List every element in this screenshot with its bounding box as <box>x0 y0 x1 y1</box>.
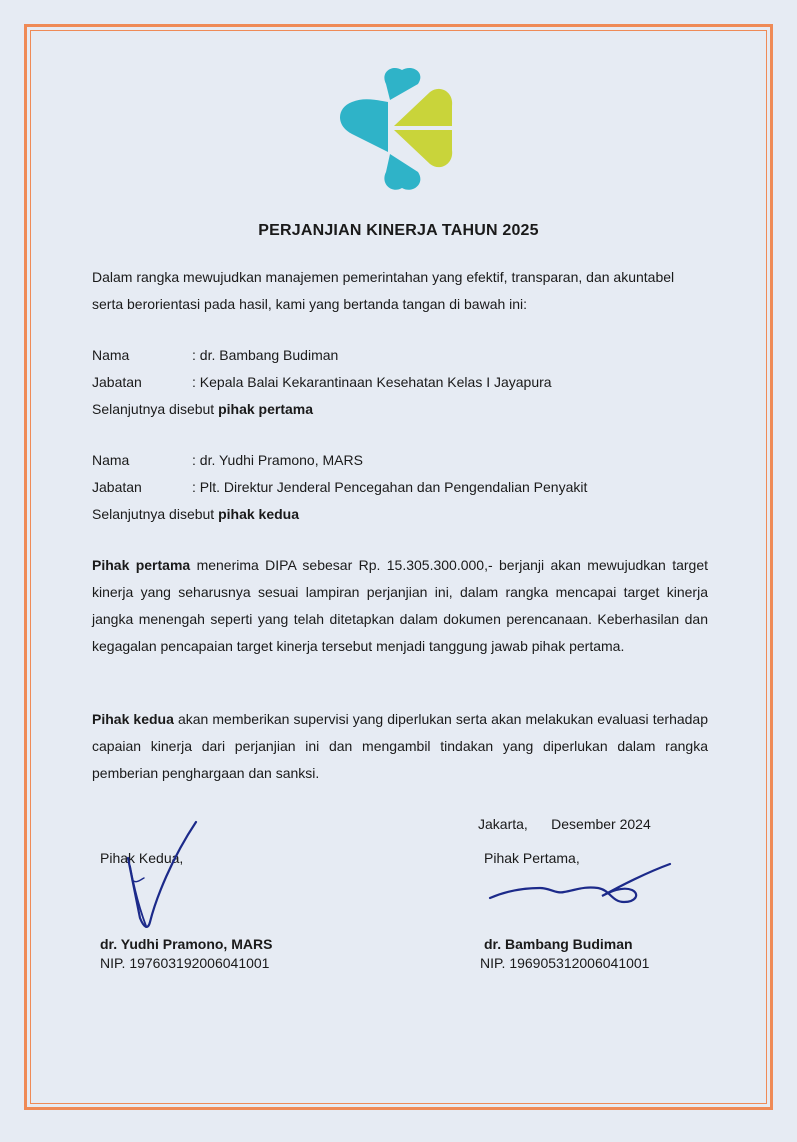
party1-name-row <box>92 342 338 369</box>
party1-name-value: : dr. Bambang Budiman <box>192 347 339 363</box>
right-sign-role: Pihak Pertama, <box>484 850 580 866</box>
document-title: PERJANJIAN KINERJA TAHUN 2025 <box>258 222 539 239</box>
party2-position-label: Jabatan <box>92 479 142 495</box>
party2-name-value: : dr. Yudhi Pramono, MARS <box>192 452 363 468</box>
para2-text: akan memberikan supervisi yang diperlukan serta akan melakukan evaluasi terhadap capaian kinerja dari perjanjian ini dan mengambil tindakan yang diperlukan dalam rangka pemberian penghargaan dan sanksi. <box>92 711 708 781</box>
party2-position-row <box>92 474 587 501</box>
party1-reference <box>92 396 313 423</box>
right-sign-nip: NIP. 196905312006041001 <box>480 955 650 971</box>
party2-name-row <box>92 447 363 474</box>
party1-ref-prefix: Selanjutnya disebut <box>92 401 219 417</box>
left-sign-name: dr. Yudhi Pramono, MARS <box>100 936 273 952</box>
place-date: Jakarta, Desember 2024 <box>478 816 651 832</box>
left-sign-role: Pihak Kedua, <box>100 850 184 866</box>
para1-bold: Pihak pertama <box>92 557 191 573</box>
party1-name-label: Nama <box>92 347 130 363</box>
intro-paragraph: Dalam rangka mewujudkan manajemen pemerintahan yang efektif, transparan, dan akuntabel serta berorientasi pada hasil, kami yang bertanda tangan di bawah ini: <box>92 269 675 312</box>
party2-position-value: : Plt. Direktur Jenderal Pencegahan dan Pengendalian Penyakit <box>192 479 588 495</box>
para1-text: menerima DIPA sebesar Rp. 15.305.300.000,- berjanji akan mewujudkan target kinerja yang seharusnya sesuai lampiran perjanjian ini, dalam rangka mencapai target kinerja jangka menengah seperti yang telah ditetapkan dalam dokumen perencanaan. Keberhasilan dan kegagalan pencapaian target kinerja tersebut menjadi tanggung jawab pihak pertama. <box>92 557 709 654</box>
party2-ref-prefix: Selanjutnya disebut <box>92 506 219 522</box>
party1-ref-bold: pihak pertama <box>218 401 314 417</box>
right-sign-name: dr. Bambang Budiman <box>484 936 633 952</box>
party1-position-label: Jabatan <box>92 374 142 390</box>
left-sign-nip: NIP. 197603192006041001 <box>100 955 270 971</box>
obligation-paragraph <box>92 552 708 660</box>
party2-reference <box>92 501 299 528</box>
supervision-paragraph <box>92 706 708 787</box>
ministry-logo-icon <box>330 62 460 202</box>
left-signature-icon <box>110 818 210 936</box>
party1-position-row <box>92 369 552 396</box>
party1-position-value: : Kepala Balai Kekarantinaan Kesehatan Kelas I Jayapura <box>192 374 552 390</box>
right-signature-icon <box>484 858 674 908</box>
party2-name-label: Nama <box>92 452 130 468</box>
para2-bold: Pihak kedua <box>92 711 174 727</box>
party2-ref-bold: pihak kedua <box>218 506 300 522</box>
